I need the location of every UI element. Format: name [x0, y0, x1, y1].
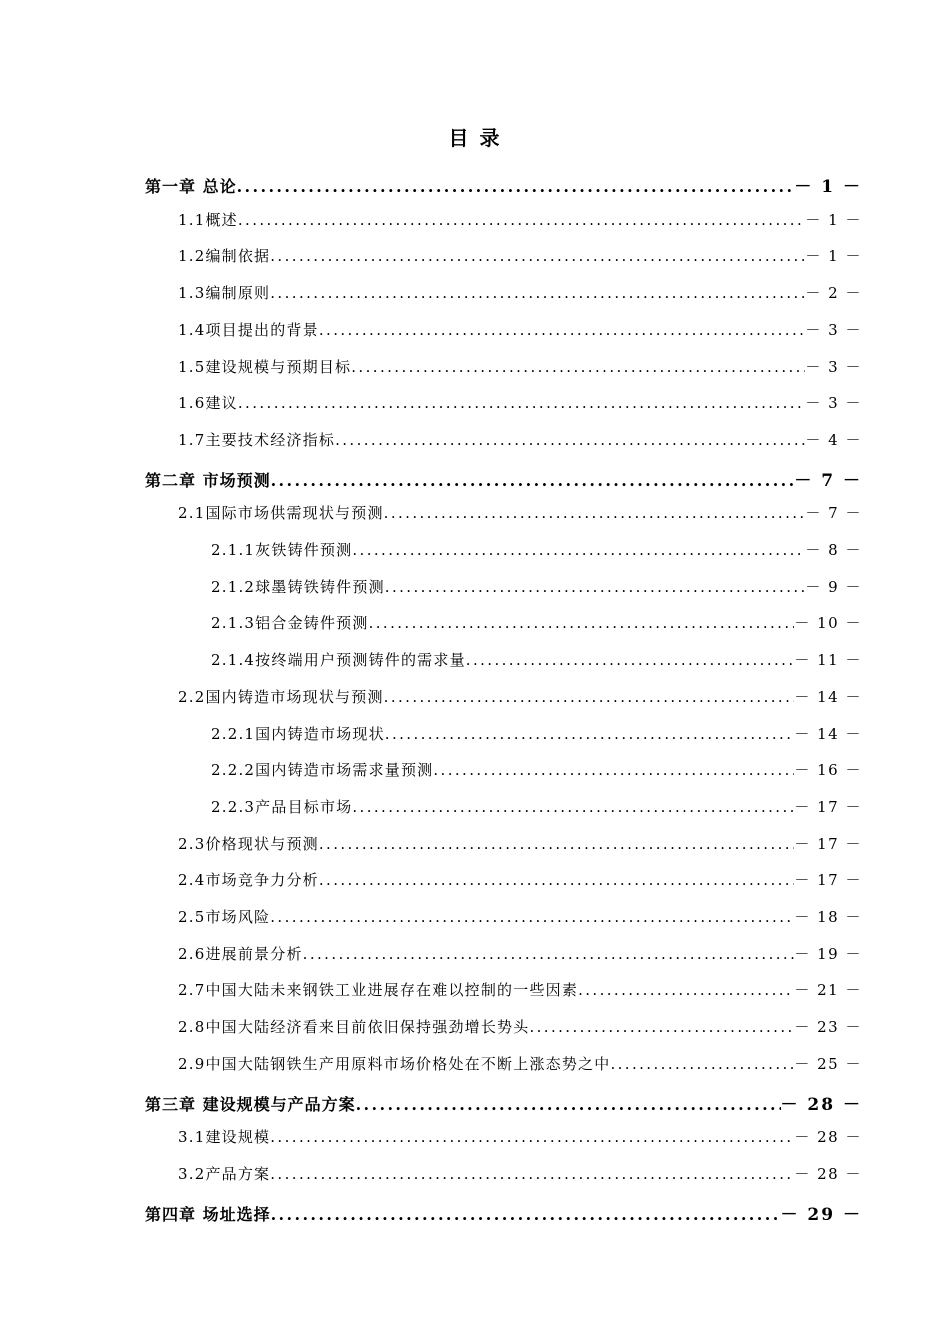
toc-entry-page: － 3 －: [805, 320, 862, 339]
toc-entry-label: 1.6建议: [178, 394, 238, 413]
toc-entry-label: 2.1.1灰铁铸件预测: [211, 541, 353, 559]
toc-entry-page: － 17 －: [794, 871, 862, 890]
toc-leader-dots: [238, 394, 806, 412]
toc-leader-dots: [610, 1055, 794, 1073]
toc-leader-dots: [335, 431, 805, 449]
toc-entry-page: － 16 －: [794, 761, 862, 780]
toc-section-entry[interactable]: [211, 539, 862, 560]
toc-entry-page: － 8 －: [805, 541, 862, 559]
toc-section-entry[interactable]: [178, 869, 862, 890]
toc-leader-dots: [319, 321, 806, 339]
toc-entry-label: 2.2.1国内铸造市场现状: [211, 724, 385, 743]
toc-leader-dots: [270, 284, 805, 302]
toc-leader-dots: [433, 761, 794, 779]
toc-leader-dots: [466, 651, 795, 669]
toc-entry-page: － 9 －: [805, 577, 862, 596]
toc-entry-label: 1.4项目提出的背景: [178, 320, 319, 339]
toc-entry-label: 第四章 场址选择: [145, 1204, 271, 1224]
toc-entry-label: 1.2编制依据: [178, 247, 271, 266]
toc-entry-label: 第一章 总论: [145, 177, 237, 196]
toc-entry-label: 2.9中国大陆钢铁生产用原料市场价格处在不断上涨态势之中: [178, 1054, 611, 1073]
toc-entry-label: 3.2产品方案: [178, 1164, 271, 1183]
toc-entry-page: － 28 －: [794, 1164, 862, 1183]
toc-entry-page: － 3 －: [805, 394, 862, 413]
toc-entry-page: － 1 －: [794, 177, 862, 197]
toc-section-entry[interactable]: [178, 979, 862, 1000]
toc-section-entry[interactable]: [211, 796, 862, 817]
toc-leader-dots: [385, 725, 795, 743]
toc-entry-label: 1.7主要技术经济指标: [178, 430, 336, 449]
toc-entry-page: － 21 －: [794, 981, 862, 1000]
toc-chapter-entry[interactable]: [145, 172, 862, 197]
toc-section-entry[interactable]: [178, 392, 862, 413]
toc-entry-label: 2.7中国大陆未来钢铁工业进展存在难以控制的一些因素: [178, 981, 579, 1000]
toc-entry-label: 3.1建设规模: [178, 1128, 271, 1147]
toc-section-entry[interactable]: [178, 209, 862, 230]
toc-entry-page: － 18 －: [794, 908, 862, 926]
toc-section-entry[interactable]: [178, 906, 862, 927]
toc-chapter-entry[interactable]: [145, 1200, 862, 1225]
toc-entry-label: 1.1概述: [178, 210, 238, 229]
toc-entry-page: － 29 －: [780, 1204, 862, 1225]
toc-entry-label: 2.1.4按终端用户预测铸件的需求量: [211, 651, 466, 670]
toc-section-entry[interactable]: [178, 686, 862, 707]
toc-entry-label: 1.5建设规模与预期目标: [178, 357, 352, 376]
toc-section-entry[interactable]: [178, 1126, 862, 1147]
toc-leader-dots: [319, 835, 795, 853]
toc-entry-label: 2.2.2国内铸造市场需求量预测: [211, 761, 434, 780]
toc-section-entry[interactable]: [211, 576, 862, 597]
toc-entry-label: 2.2.3产品目标市场: [211, 797, 353, 816]
toc-section-entry[interactable]: [211, 723, 862, 744]
toc-section-entry[interactable]: [178, 1016, 862, 1037]
toc-chapter-entry[interactable]: [145, 466, 862, 491]
toc-entry-page: － 14 －: [794, 724, 862, 743]
toc-entry-page: － 1 －: [805, 247, 862, 266]
toc-chapter-entry[interactable]: [145, 1090, 862, 1115]
toc-entry-page: － 10 －: [794, 614, 862, 633]
toc-section-entry[interactable]: [178, 943, 862, 964]
toc-leader-dots: [238, 211, 806, 229]
toc-entry-page: － 2 －: [805, 284, 862, 303]
toc-entry-page: － 25 －: [794, 1054, 862, 1073]
toc-entry-label: 2.6进展前景分析: [178, 944, 303, 963]
toc-section-entry[interactable]: [211, 612, 862, 633]
toc-entry-page: － 3 －: [805, 357, 862, 376]
toc-entry-page: － 28 －: [780, 1094, 862, 1115]
toc-section-entry[interactable]: [178, 429, 862, 450]
toc-leader-dots: [303, 945, 795, 963]
toc-leader-dots: [271, 1205, 781, 1224]
toc-section-entry[interactable]: [178, 1053, 862, 1074]
toc-leader-dots: [352, 798, 794, 816]
toc-section-entry[interactable]: [178, 282, 862, 303]
toc-entry-page: － 28 －: [794, 1128, 862, 1147]
toc-leader-dots: [384, 688, 795, 706]
toc-entry-label: 第三章 建设规模与产品方案: [145, 1094, 356, 1114]
toc-entry-label: 2.1.2球墨铸铁铸件预测: [211, 577, 385, 596]
toc-entry-page: － 19 －: [794, 944, 862, 963]
toc-entry-label: 2.3价格现状与预测: [178, 834, 319, 853]
toc-leader-dots: [270, 1165, 794, 1183]
toc-entry-label: 1.3编制原则: [178, 284, 271, 303]
toc-section-entry[interactable]: [178, 245, 862, 266]
toc-entry-label: 2.1国际市场供需现状与预测: [178, 504, 384, 523]
toc-leader-dots: [352, 541, 805, 559]
toc-entry-page: － 17 －: [794, 834, 862, 853]
toc-entry-page: － 1 －: [805, 210, 862, 229]
toc-section-entry[interactable]: [178, 1163, 862, 1184]
toc-leader-dots: [237, 177, 795, 196]
toc-entry-label: 2.2国内铸造市场现状与预测: [178, 687, 384, 706]
toc-section-entry[interactable]: [211, 759, 862, 780]
toc-entry-page: － 11 －: [794, 651, 862, 670]
toc-section-entry[interactable]: [178, 502, 862, 523]
toc-entry-label: 2.1.3铝合金铸件预测: [211, 614, 369, 633]
toc-leader-dots: [271, 471, 795, 490]
toc-leader-dots: [270, 1128, 794, 1146]
toc-leader-dots: [270, 908, 794, 926]
toc-entry-page: － 17 －: [794, 797, 862, 816]
toc-entry-page: － 7 －: [794, 470, 862, 491]
toc-section-entry[interactable]: [211, 649, 862, 670]
toc-entry-label: 2.8中国大陆经济看来目前依旧保持强劲增长势头: [178, 1018, 530, 1037]
toc-entry-page: － 7 －: [805, 504, 862, 523]
toc-entry-page: － 14 －: [794, 687, 862, 706]
toc-entry-label: 2.5市场风险: [178, 908, 271, 926]
toc-section-entry[interactable]: [178, 833, 862, 854]
toc-leader-dots: [319, 871, 795, 889]
toc-entry-page: － 23 －: [794, 1018, 862, 1037]
toc-entry-page: － 4 －: [805, 430, 862, 449]
toc-entry-label: 2.4市场竞争力分析: [178, 871, 319, 890]
toc-leader-dots: [578, 981, 794, 999]
toc-leader-dots: [385, 578, 806, 596]
toc-leader-dots: [351, 358, 805, 376]
toc-leader-dots: [384, 504, 806, 522]
toc-leader-dots: [356, 1095, 781, 1114]
toc-leader-dots: [369, 614, 795, 632]
toc-leader-dots: [529, 1018, 794, 1036]
toc-entry-label: 第二章 市场预测: [145, 470, 271, 490]
toc-section-entry[interactable]: [178, 319, 862, 340]
toc-title: 目 录: [448, 126, 502, 150]
toc-leader-dots: [270, 247, 805, 265]
toc-section-entry[interactable]: [178, 356, 862, 377]
